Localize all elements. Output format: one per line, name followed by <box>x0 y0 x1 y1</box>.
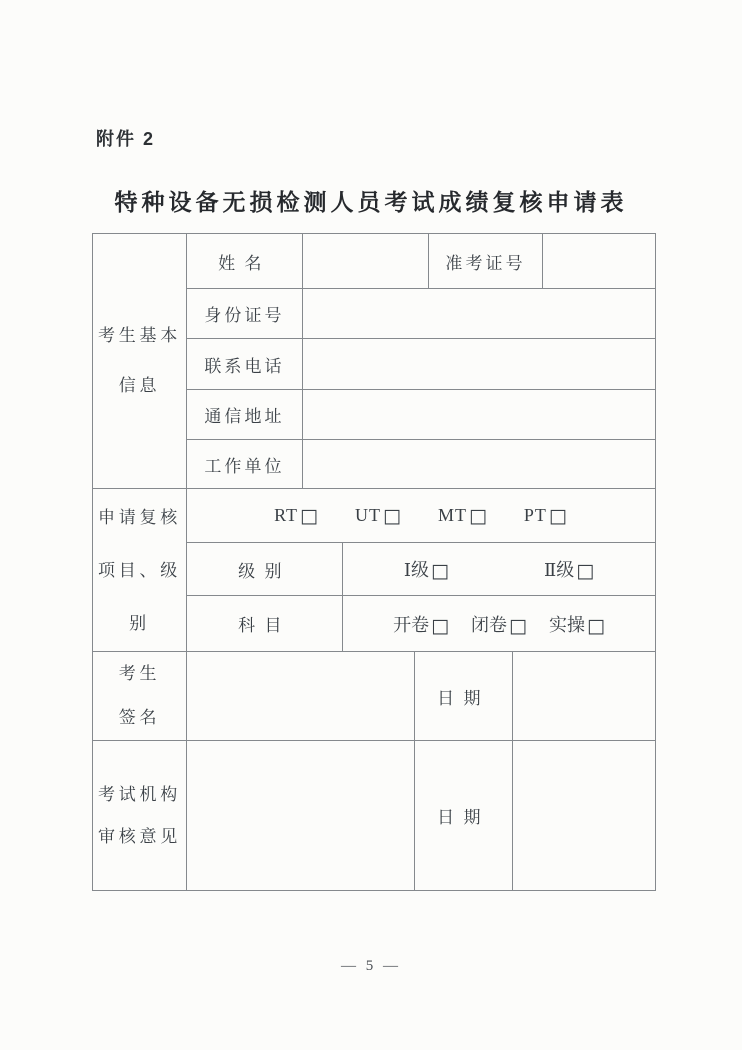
section-header-line: 申请复核 <box>98 507 181 527</box>
checkbox-icon: □ <box>431 560 449 582</box>
method-option-mt <box>438 505 488 526</box>
admission-no-value-cell <box>543 234 656 289</box>
subject-option-closed-book <box>471 611 527 637</box>
section-header-agency-review <box>93 741 187 891</box>
table-row <box>93 234 656 289</box>
level-option-label: Ⅰ级 <box>403 560 429 580</box>
level-option-1 <box>404 556 449 582</box>
subject-label: 科目 <box>187 596 343 652</box>
section-header-line: 考生基本 <box>98 326 181 345</box>
method-option-rt <box>274 505 319 526</box>
phone-label: 联系电话 <box>187 339 303 390</box>
agency-opinion-value-cell <box>187 741 415 891</box>
section-header-line: 审核意见 <box>98 826 181 846</box>
signature-date-label: 日期 <box>415 652 513 741</box>
method-option-label: MT <box>437 505 467 525</box>
employer-value-cell <box>303 440 656 489</box>
checkbox-icon: □ <box>468 505 488 527</box>
signature-date-value-cell <box>513 652 656 741</box>
subject-option-label: 开卷 <box>393 614 430 635</box>
level-label: 级别 <box>187 543 343 596</box>
method-option-ut <box>355 505 402 526</box>
checkbox-icon: □ <box>509 614 527 637</box>
subject-option-practical <box>549 611 605 637</box>
table-row <box>93 741 656 891</box>
section-header-line: 别 <box>129 613 150 633</box>
page-number: — 5 — <box>341 958 401 974</box>
section-header-basic-info <box>93 234 187 489</box>
name-label: 姓名 <box>187 234 303 289</box>
subject-option-label: 闭卷 <box>471 614 508 635</box>
checkbox-icon: □ <box>586 614 605 637</box>
method-option-label: RT <box>274 505 299 525</box>
checkbox-icon: □ <box>383 505 402 527</box>
attachment-label: 附件 2 <box>96 129 156 149</box>
section-header-review-items <box>93 489 187 652</box>
id-no-value-cell <box>303 289 656 339</box>
subject-option-open-book <box>393 611 449 637</box>
checkbox-icon: □ <box>576 560 595 582</box>
method-option-pt <box>524 505 568 526</box>
address-value-cell <box>303 390 656 440</box>
level-options-cell <box>343 543 656 596</box>
checkbox-icon: □ <box>548 505 568 527</box>
signature-value-cell <box>187 652 415 741</box>
section-header-line: 考试机构 <box>98 784 181 804</box>
agency-date-value-cell <box>513 741 656 891</box>
admission-no-label: 准考证号 <box>429 234 543 289</box>
employer-label: 工作单位 <box>187 440 303 489</box>
section-header-line: 项目、级 <box>98 560 181 580</box>
checkbox-icon: □ <box>431 614 450 637</box>
level-option-2 <box>544 556 594 582</box>
page-title: 特种设备无损检测人员考试成绩复核申请表 <box>114 189 628 215</box>
subject-options-cell <box>343 596 656 652</box>
section-header-line: 签名 <box>118 708 161 727</box>
section-header-line: 信息 <box>118 376 161 395</box>
method-options-cell <box>187 489 656 543</box>
level-option-label: Ⅱ级 <box>543 560 575 580</box>
address-label: 通信地址 <box>187 390 303 440</box>
phone-value-cell <box>303 339 656 390</box>
section-header-candidate-signature <box>93 652 187 741</box>
table-row <box>93 652 656 741</box>
agency-date-label: 日期 <box>415 741 513 891</box>
subject-option-label: 实操 <box>548 614 585 635</box>
application-form-table <box>92 233 656 891</box>
section-header-line: 考生 <box>118 664 161 683</box>
method-option-label: UT <box>355 505 381 525</box>
method-option-label: PT <box>523 505 547 525</box>
name-value-cell <box>303 234 429 289</box>
checkbox-icon: □ <box>300 505 319 527</box>
table-row <box>93 489 656 543</box>
id-no-label: 身份证号 <box>187 289 303 339</box>
